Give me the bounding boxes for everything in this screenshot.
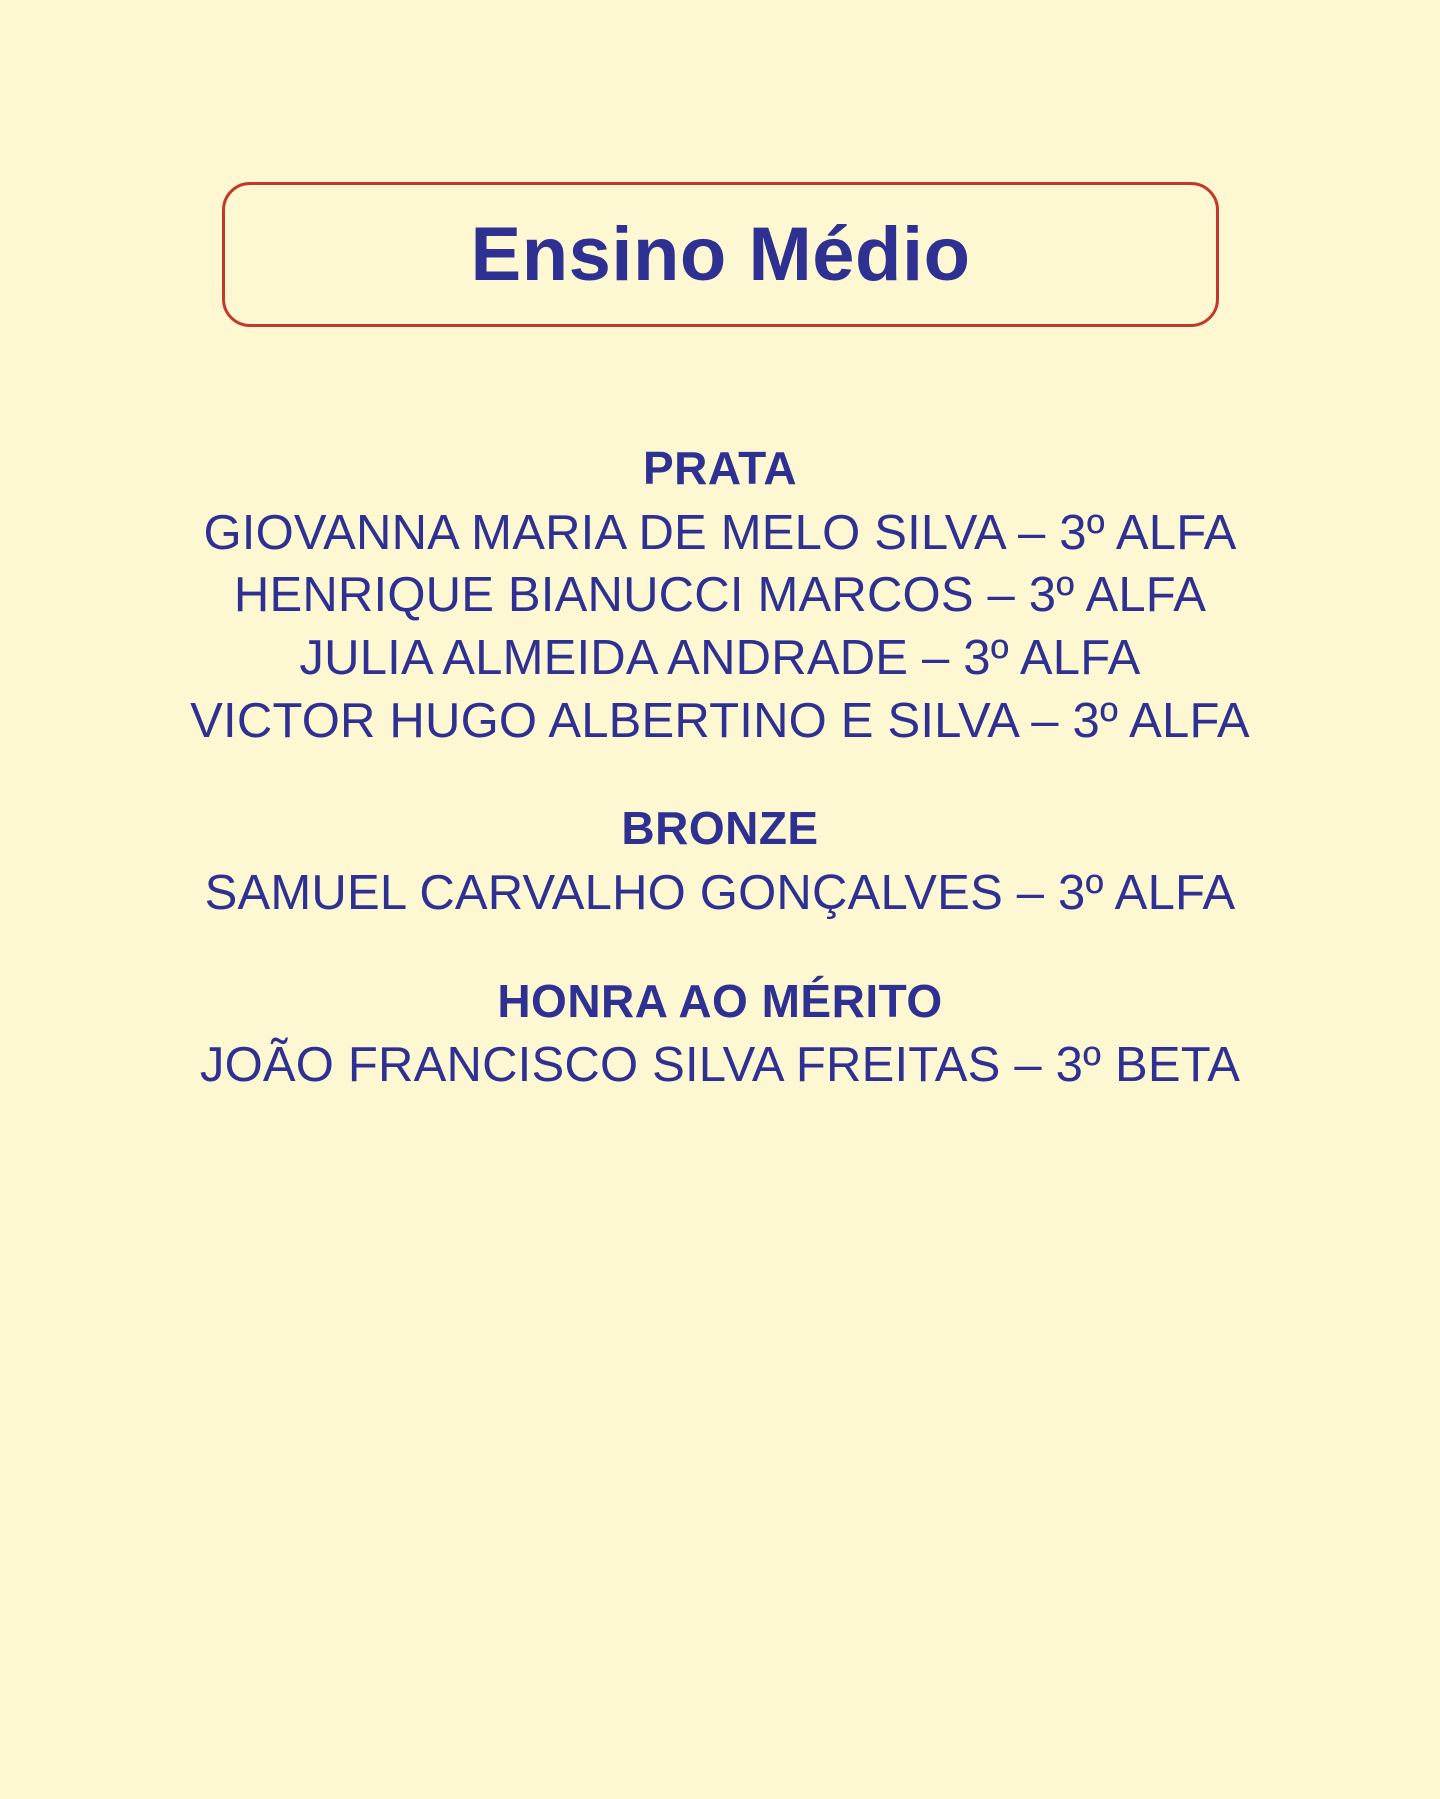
- list-item: SAMUEL CARVALHO GONÇALVES – 3º ALFA: [204, 865, 1236, 920]
- section-heading: PRATA: [642, 442, 798, 494]
- award-section-bronze: [0, 800, 1440, 924]
- page-title: Ensino Médio: [470, 211, 971, 297]
- list-item: GIOVANNA MARIA DE MELO SILVA – 3º ALFA: [203, 505, 1237, 560]
- list-item: HENRIQUE BIANUCCI MARCOS – 3º ALFA: [233, 568, 1207, 623]
- list-item: JULIA ALMEIDA ANDRADE – 3º ALFA: [299, 630, 1141, 685]
- section-heading: BRONZE: [621, 802, 819, 855]
- award-section-honra-ao-merito: [0, 973, 1440, 1097]
- page-title-box: [222, 182, 1219, 327]
- list-item: VICTOR HUGO ALBERTINO E SILVA – 3º ALFA: [190, 693, 1250, 748]
- award-section-prata: [0, 440, 1440, 752]
- awards-content: [0, 440, 1440, 1097]
- section-heading: HONRA AO MÉRITO: [497, 974, 943, 1027]
- list-item: JOÃO FRANCISCO SILVA FREITAS – 3º BETA: [199, 1038, 1241, 1093]
